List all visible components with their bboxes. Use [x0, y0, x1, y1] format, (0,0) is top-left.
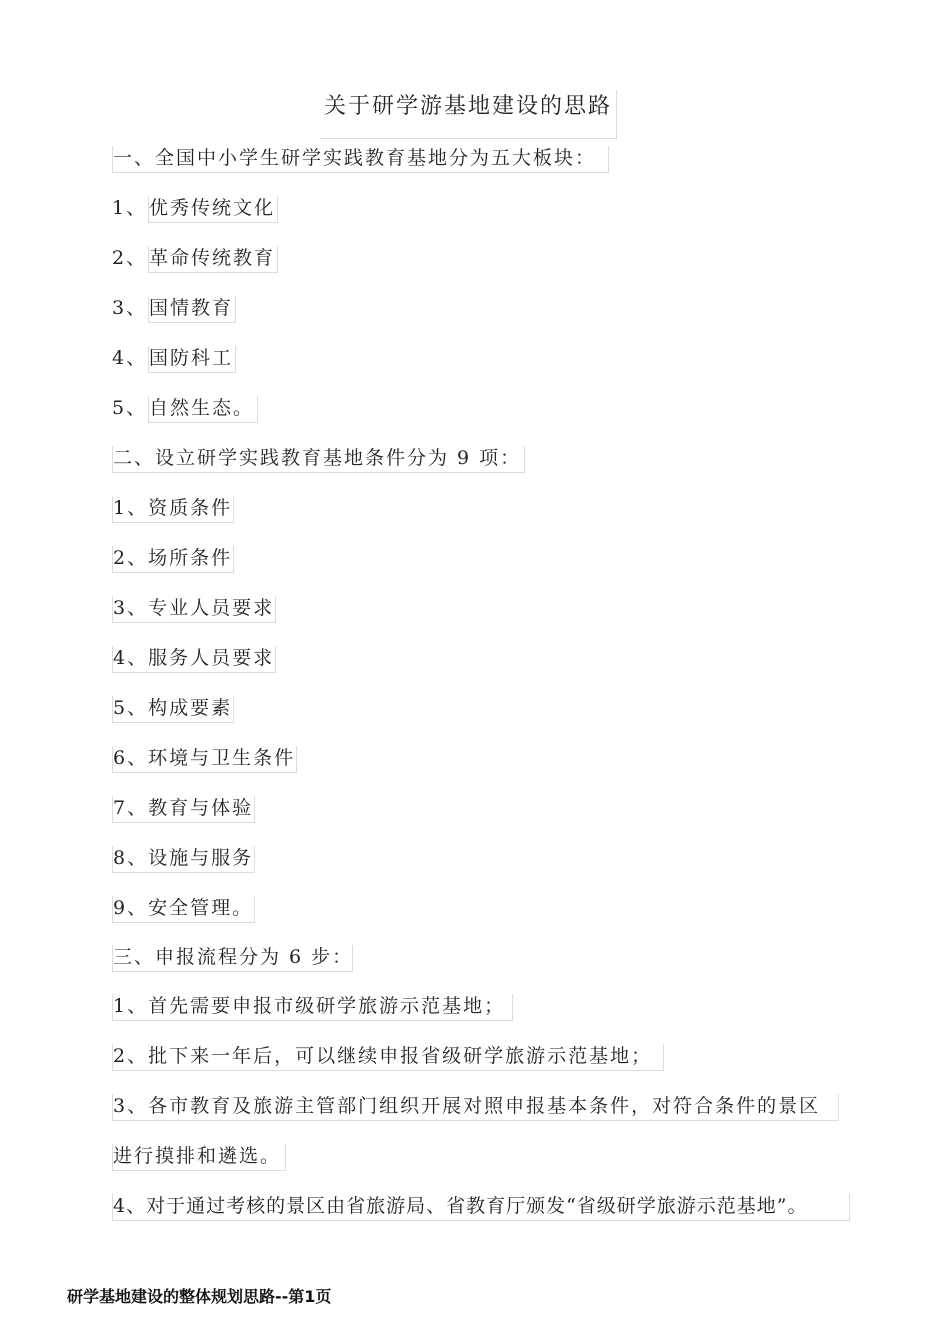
- item-text: 优秀传统文化: [148, 196, 278, 223]
- list-item: 4、对于通过考核的景区由省旅游局、省教育厅颁发“省级研学旅游示范基地”。: [112, 1194, 850, 1221]
- list-item: 6、环境与卫生条件: [112, 746, 297, 773]
- list-item: 7、教育与体验: [112, 796, 255, 823]
- list-item: 5、构成要素: [112, 696, 234, 723]
- list-item: 9、安全管理。: [112, 896, 255, 923]
- item-text: 自然生态。: [148, 396, 258, 423]
- section3-heading: 三、申报流程分为 6 步：: [112, 945, 353, 972]
- page-footer: 研学基地建设的整体规划思路--第1页: [67, 1287, 332, 1306]
- list-item: 8、设施与服务: [112, 846, 255, 873]
- item-number: 2、: [112, 247, 148, 269]
- item-number: 5、: [112, 397, 148, 419]
- list-item: 2、场所条件: [112, 546, 234, 573]
- list-item: [112, 296, 236, 323]
- list-item: 4、服务人员要求: [112, 646, 276, 673]
- list-item: 1、首先需要申报市级研学旅游示范基地；: [112, 994, 513, 1021]
- item-number: 3、: [112, 297, 148, 319]
- list-item: [112, 196, 278, 223]
- section2-heading: 二、设立研学实践教育基地条件分为 9 项：: [112, 446, 525, 473]
- item-number: 4、: [112, 347, 148, 369]
- list-item: [112, 246, 278, 273]
- list-item: [112, 396, 258, 423]
- section1-heading: 一、全国中小学生研学实践教育基地分为五大板块：: [112, 146, 609, 173]
- list-item: 3、专业人员要求: [112, 596, 276, 623]
- list-item: 3、各市教育及旅游主管部门组织开展对照申报基本条件，对符合条件的景区: [112, 1094, 839, 1121]
- list-item: 2、批下来一年后，可以继续申报省级研学旅游示范基地；: [112, 1044, 664, 1071]
- item-number: 1、: [112, 197, 148, 219]
- item-text: 国防科工: [148, 346, 236, 373]
- item-text: 国情教育: [148, 296, 236, 323]
- list-item-continuation: 进行摸排和遴选。: [112, 1144, 286, 1171]
- list-item: 1、资质条件: [112, 496, 234, 523]
- item-text: 革命传统教育: [148, 246, 278, 273]
- page-title: 关于研学游基地建设的思路: [320, 90, 617, 139]
- list-item: [112, 346, 236, 373]
